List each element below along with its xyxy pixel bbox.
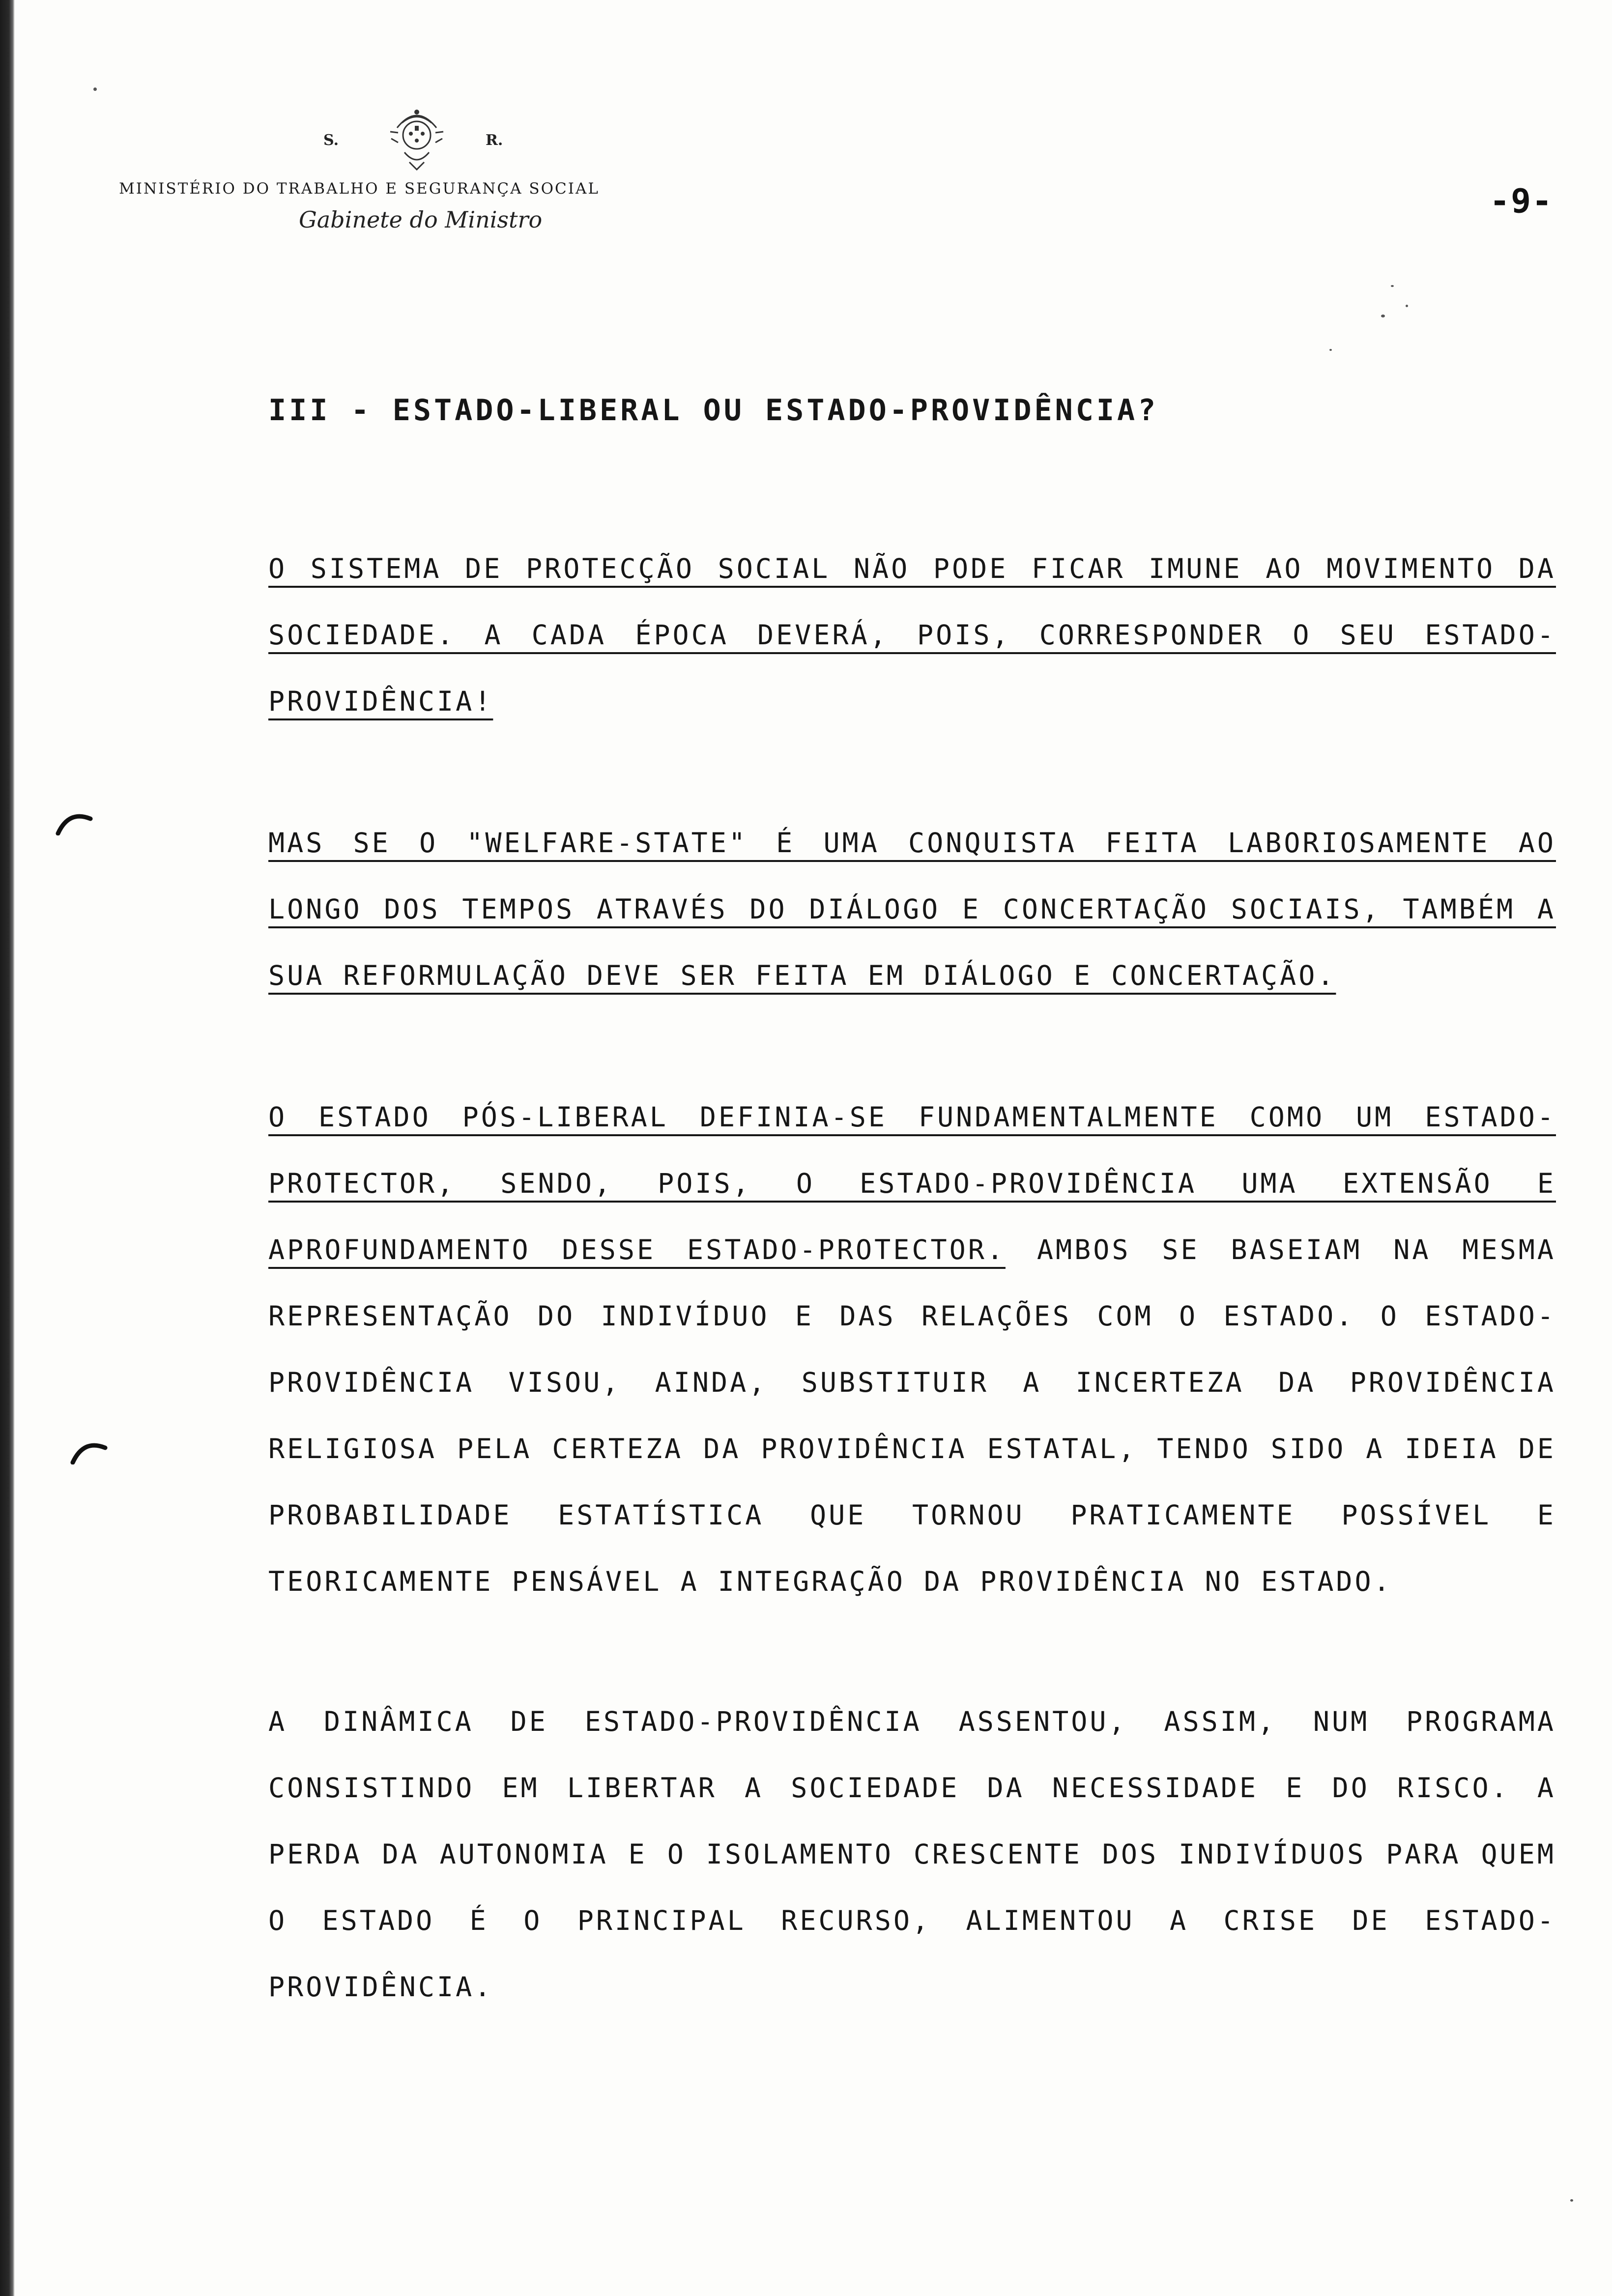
scan-speck [1570,2199,1573,2202]
punch-hole-icon [54,806,93,835]
scan-speck [93,87,97,91]
paragraph-2: MAS SE O "WELFARE-STATE" É UMA CONQUISTA FEITA LABORIOSAMENTE AO LONGO DOS TEMPOS ATRAVÉS DO DIÁLOGO E CONCERTAÇÃO SOCIAIS, TAMBÉM A SUA REFORMULAÇÃO DEVE SER FEITA EM DIÁLOGO E CONCERTAÇÃO. [268,827,1556,991]
crest-left-letter: S. [323,132,339,149]
paragraph-4: A DINÂMICA DE ESTADO-PROVIDÊNCIA ASSENTOU, ASSIM, NUM PROGRAMA CONSISTINDO EM LIBERTAR A SOCIEDADE DA NECESSIDADE E DO RISCO. A PERDA DA AUTONOMIA E O ISOLAMENTO CRESCENTE DOS INDIVÍDUOS PARA QUEM O ESTADO É O PRINCIPAL RECURSO, ALIMENTOU A CRISE DE ESTADO-PROVIDÊNCIA. [268,1706,1556,2003]
scan-speck [1381,315,1385,317]
paragraph-1: O SISTEMA DE PROTECÇÃO SOCIAL NÃO PODE FICAR IMUNE AO MOVIMENTO DA SOCIEDADE. A CADA ÉPOCA DEVERÁ, POIS, CORRESPONDER O SEU ESTADO-PROVIDÊNCIA! [268,553,1556,717]
scan-speck [1329,349,1332,351]
page-number: -9- [1490,182,1553,221]
document-body [268,393,1556,2095]
paragraph-3 [268,1084,1556,1615]
paragraph-3-underlined: O ESTADO PÓS-LIBERAL DEFINIA-SE FUNDAMENTALMENTE COMO UM ESTADO-PROTECTOR, SENDO, POIS, O ESTADO-PROVIDÊNCIA UMA EXTENSÃO E APROFUNDAMENTO DESSE ESTADO-PROTECTOR. [268,1101,1556,1265]
binding-edge [0,0,15,2296]
paragraph-3-rest: AMBOS SE BASEIAM NA MESMA REPRESENTAÇÃO DO INDIVÍDUO E DAS RELAÇÕES COM O ESTADO. O ESTADO-PROVIDÊNCIA VISOU, AINDA, SUBSTITUIR A INCERTEZA DA PROVIDÊNCIA RELIGIOSA PELA CERTEZA DA PROVIDÊNCIA ESTATAL, TENDO SIDO A IDEIA DE PROBABILIDADE ESTATÍSTICA QUE TORNOU PRATICAMENTE POSSÍVEL E TEORICAMENTE PENSÁVEL A INTEGRAÇÃO DA PROVIDÊNCIA NO ESTADO. [268,1234,1556,1597]
coat-of-arms-icon [323,93,503,177]
cabinet-signature: Gabinete do Ministro [299,206,543,233]
punch-hole-icon [69,1435,108,1464]
scan-speck [1406,305,1408,307]
scan-speck [1391,285,1394,287]
ministry-name: MINISTÉRIO DO TRABALHO E SEGURANÇA SOCIAL [119,180,600,198]
crest-right-letter: R. [486,132,503,149]
section-heading: III - ESTADO-LIBERAL OU ESTADO-PROVIDÊNCIA? [268,393,1159,428]
